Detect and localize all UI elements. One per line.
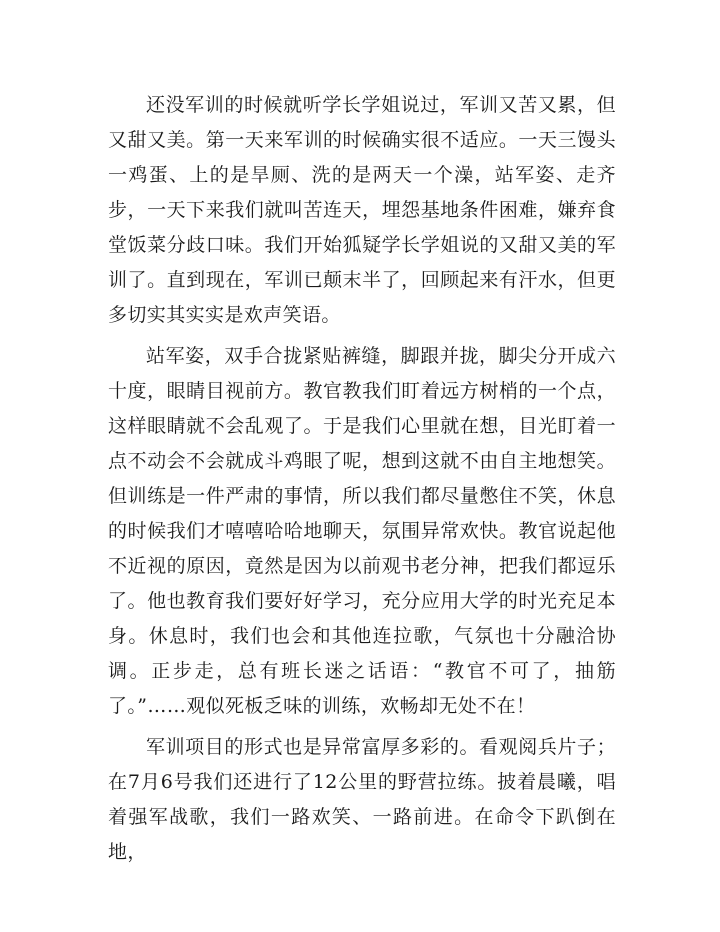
paragraph: 站军姿，双手合拢紧贴裤缝，脚跟并拢，脚尖分开成六十度，眼睛目视前方。教官教我们盯着远方树梢的一个点，这样眼睛就不会乱观了。于是我们心里就在想，目光盯着一点不动会不会就成斗鸡眼了呢，想到这就不由自主地想笑。但训练是一件严肃的事情，所以我们都尽量憋住不笑，休息的时候我们才嘻嘻哈哈地聊天，氛围异常欢快。教官说起他不近视的原因，竟然是因为以前观书老分神，把我们都逗乐了。他也教育我们要好好学习，充分应用大学的时光充足本身。休息时，我们也会和其他连拉歌，气氛也十分融洽协调。正步走，总有班长迷之话语：“教官不可了，抽筋了。”……观似死板乏味的训练，欢畅却无处不在！ — [108, 345, 616, 717]
paragraph: 还没军训的时候就听学长学姐说过，军训又苦又累，但又甜又美。第一天来军训的时候确实很不适应。一天三馒头一鸡蛋、上的是旱厕、洗的是两天一个澡，站军姿、走齐步，一天下来我们就叫苦连天，埋怨基地条件困难，嫌弃食堂饭菜分歧口味。我们开始狐疑学长学姐说的又甜又美的军训了。直到现在，军训已颠末半了，回顾起来有汗水，但更多切实其实实是欢声笑语。 — [108, 94, 616, 326]
paragraph: 军训项目的形式也是异常富厚多彩的。看观阅兵片子；在7月6号我们还进行了12公里的野营拉练。披着晨曦，唱着强军战歌，我们一路欢笑、一路前进。在命令下趴倒在地， — [108, 736, 616, 863]
document-body — [108, 88, 616, 876]
